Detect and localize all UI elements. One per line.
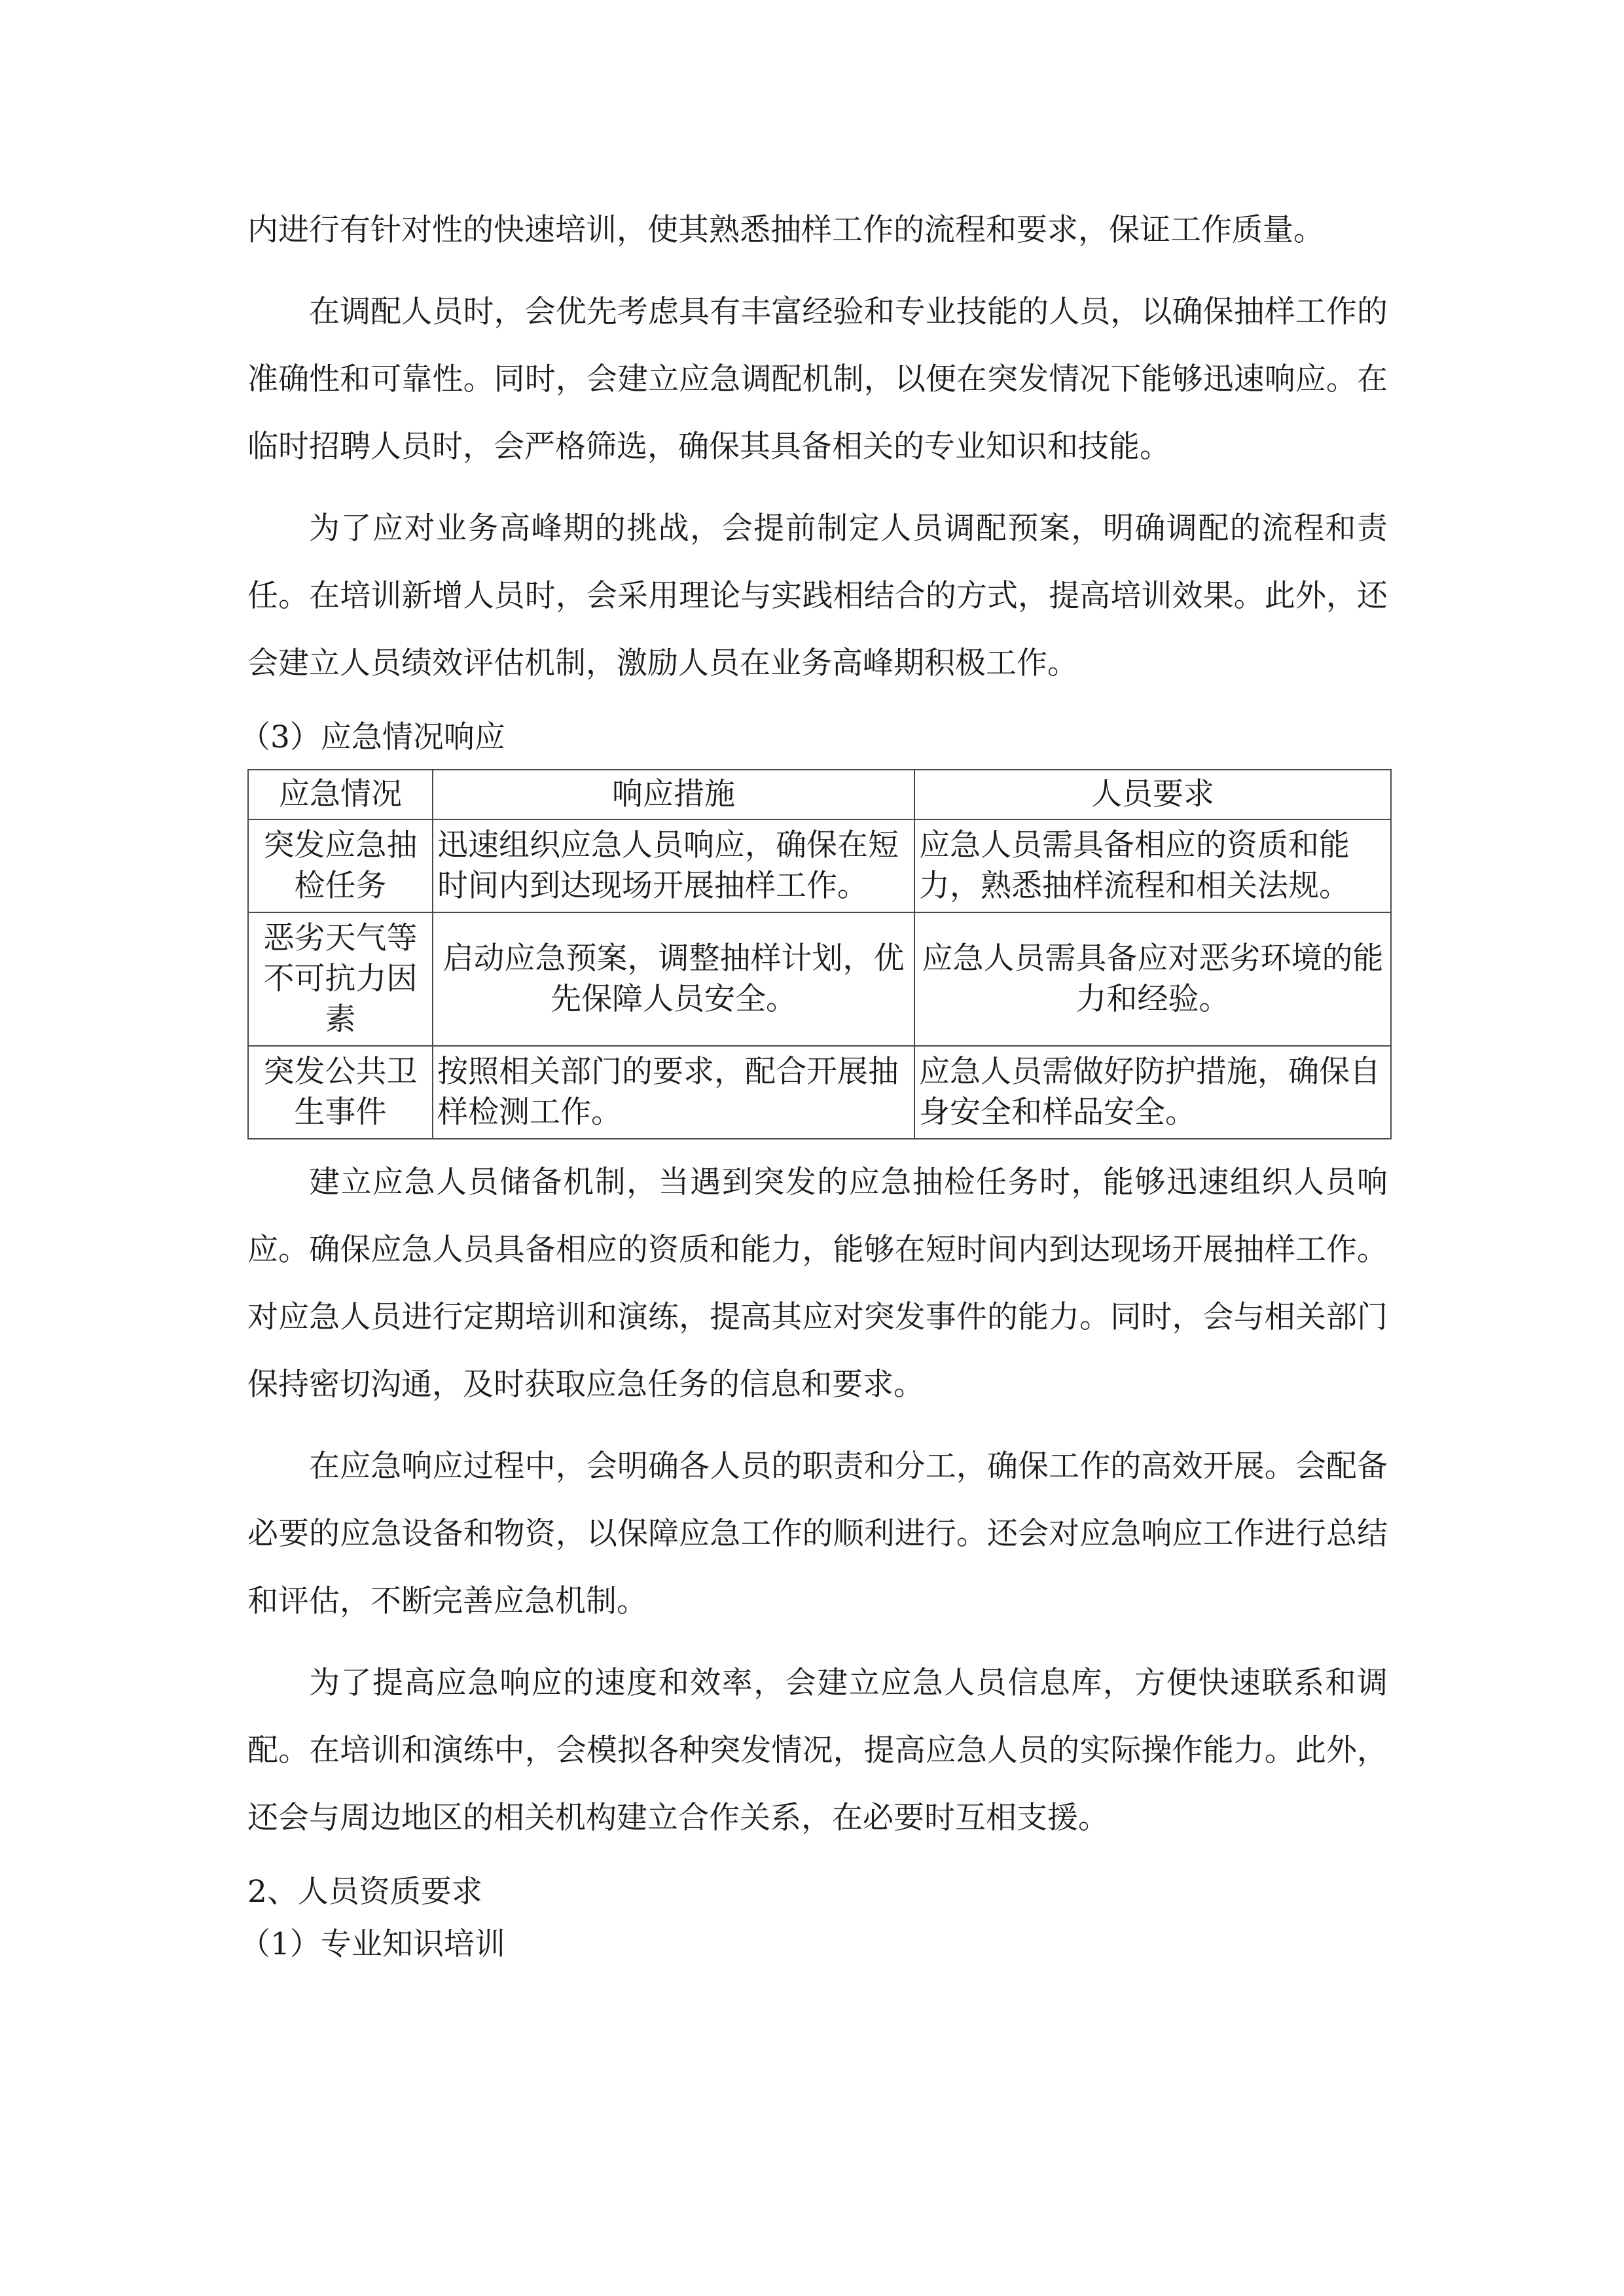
table-row <box>248 912 1391 1046</box>
table-cell-situation: 突发公共卫生事件 <box>248 1046 433 1139</box>
table-cell-requirement: 应急人员需具备应对恶劣环境的能力和经验。 <box>914 912 1391 1046</box>
table-header-row <box>248 770 1391 819</box>
paragraph-reserve-mechanism: 建立应急人员储备机制，当遇到突发的应急抽检任务时，能够迅速组织人员响应。确保应急人员具备相应的资质和能力，能够在短时间内到达现场开展抽样工作。对应急人员进行定期培训和演练，提高其应对突发事件的能力。同时，会与相关部门保持密切沟通，及时获取应急任务的信息和要求。 <box>247 1164 1388 1403</box>
paragraph-continued: 内进行有针对性的快速培训，使其熟悉抽样工作的流程和要求，保证工作质量。 <box>247 212 1324 248</box>
section-heading-qualification: 2、人员资质要求 <box>247 1874 482 1910</box>
table-cell-measure: 按照相关部门的要求，配合开展抽样检测工作。 <box>433 1046 914 1139</box>
section-heading-emergency-response: （3）应急情况响应 <box>240 719 505 755</box>
document-page <box>240 196 1388 1971</box>
emergency-response-table <box>247 769 1392 1139</box>
paragraph-response-efficiency: 为了提高应急响应的速度和效率，会建立应急人员信息库，方便快速联系和调配。在培训和演练中，会模拟各种突发情况，提高应急人员的实际操作能力。此外，还会与周边地区的相关机构建立合作关系，在必要时互相支援。 <box>247 1665 1388 1836</box>
table-cell-situation: 恶劣天气等不可抗力因素 <box>248 912 433 1046</box>
table-row <box>248 819 1391 912</box>
table-cell-requirement: 应急人员需做好防护措施，确保自身安全和样品安全。 <box>914 1046 1391 1139</box>
table-header-cell: 响应措施 <box>433 770 914 819</box>
paragraph-staff-allocation: 在调配人员时，会优先考虑具有丰富经验和专业技能的人员，以确保抽样工作的准确性和可靠性。同时，会建立应急调配机制，以便在突发情况下能够迅速响应。在临时招聘人员时，会严格筛选，确保其具备相关的专业知识和技能。 <box>247 294 1388 465</box>
table-cell-situation: 突发应急抽检任务 <box>248 819 433 912</box>
subsection-heading-training: （1）专业知识培训 <box>240 1926 505 1962</box>
table-header-cell: 应急情况 <box>248 770 433 819</box>
table-row <box>248 1046 1391 1139</box>
table-cell-measure: 启动应急预案，调整抽样计划，优先保障人员安全。 <box>433 912 914 1046</box>
table-header-cell: 人员要求 <box>914 770 1391 819</box>
paragraph-peak-period: 为了应对业务高峰期的挑战，会提前制定人员调配预案，明确调配的流程和责任。在培训新增人员时，会采用理论与实践相结合的方式，提高培训效果。此外，还会建立人员绩效评估机制，激励人员在业务高峰期积极工作。 <box>247 511 1388 681</box>
table-cell-requirement: 应急人员需具备相应的资质和能力，熟悉抽样流程和相关法规。 <box>914 819 1391 912</box>
paragraph-response-process: 在应急响应过程中，会明确各人员的职责和分工，确保工作的高效开展。会配备必要的应急设备和物资，以保障应急工作的顺利进行。还会对应急响应工作进行总结和评估，不断完善应急机制。 <box>247 1448 1388 1619</box>
table-cell-measure: 迅速组织应急人员响应，确保在短时间内到达现场开展抽样工作。 <box>433 819 914 912</box>
